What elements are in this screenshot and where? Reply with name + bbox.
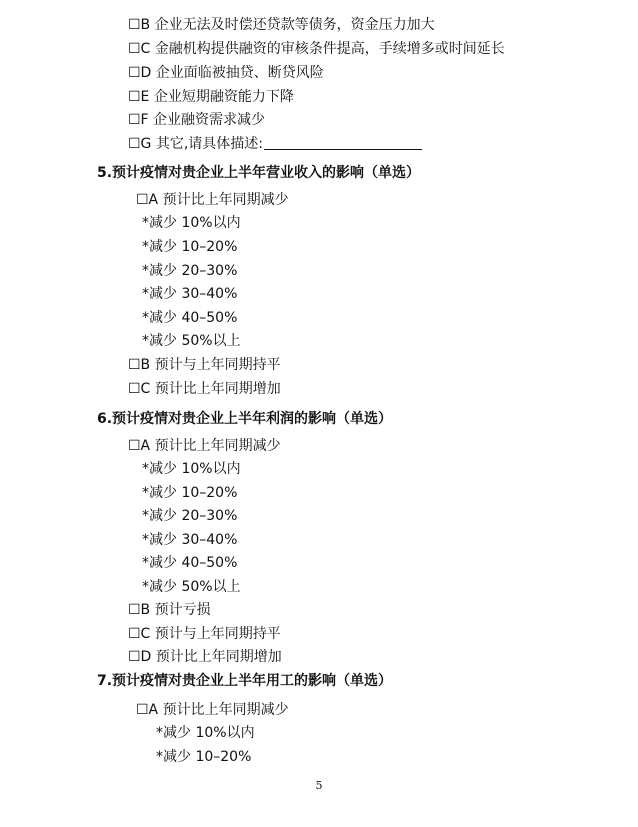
q6-sub-option-6[interactable]: *减少 50%以上 [142,579,241,595]
q6-option-d[interactable]: ☐D 预计比上年同期增加 [128,649,282,665]
q6-sub-option-4[interactable]: *减少 30–40% [142,532,238,548]
q6-option-b[interactable]: ☐B 预计亏损 [128,602,211,618]
q7-title: 7.预计疫情对贵企业上半年用工的影响（单选） [97,673,393,689]
q6-sub-option-3[interactable]: *减少 20–30% [142,508,238,524]
q4-option-f[interactable]: ☐F 企业融资需求减少 [128,112,266,128]
q7-option-a[interactable]: ☐A 预计比上年同期减少 [136,702,289,718]
q5-sub-option-2[interactable]: *减少 10–20% [142,239,238,255]
q6-sub-option-1[interactable]: *减少 10%以内 [142,461,241,477]
q6-sub-option-5[interactable]: *减少 40–50% [142,555,238,571]
page-number: 5 [315,779,323,792]
q5-sub-option-5[interactable]: *减少 40–50% [142,310,238,326]
q5-option-c[interactable]: ☐C 预计比上年同期增加 [128,381,281,397]
q7-sub-option-1[interactable]: *减少 10%以内 [156,725,255,741]
q5-sub-option-1[interactable]: *减少 10%以内 [142,215,241,231]
q7-sub-option-2[interactable]: *减少 10–20% [156,749,252,765]
q6-option-a[interactable]: ☐A 预计比上年同期减少 [128,438,281,454]
q4-option-d[interactable]: ☐D 企业面临被抽贷、断贷风险 [128,65,324,81]
q5-option-b[interactable]: ☐B 预计与上年同期持平 [128,357,281,373]
q4-option-e[interactable]: ☐E 企业短期融资能力下降 [128,89,294,105]
q5-sub-option-3[interactable]: *减少 20–30% [142,263,238,279]
q4-other-blank[interactable] [264,135,422,150]
q4-option-b[interactable]: ☐B 企业无法及时偿还贷款等债务，资金压力加大 [128,17,435,33]
q5-option-a[interactable]: ☐A 预计比上年同期减少 [136,192,289,208]
q4-option-g[interactable] [128,135,422,153]
q5-sub-option-6[interactable]: *减少 50%以上 [142,333,241,349]
q6-title: 6.预计疫情对贵企业上半年利润的影响（单选） [97,411,393,427]
q5-sub-option-4[interactable]: *减少 30–40% [142,286,238,302]
q6-sub-option-2[interactable]: *减少 10–20% [142,485,238,501]
q6-option-c[interactable]: ☐C 预计与上年同期持平 [128,626,281,642]
q4-option-c[interactable]: ☐C 金融机构提供融资的审核条件提高，手续增多或时间延长 [128,41,505,57]
q4-option-g-label: ☐G 其它,请具体描述: [128,136,264,152]
q5-title: 5.预计疫情对贵企业上半年营业收入的影响（单选） [97,165,421,181]
